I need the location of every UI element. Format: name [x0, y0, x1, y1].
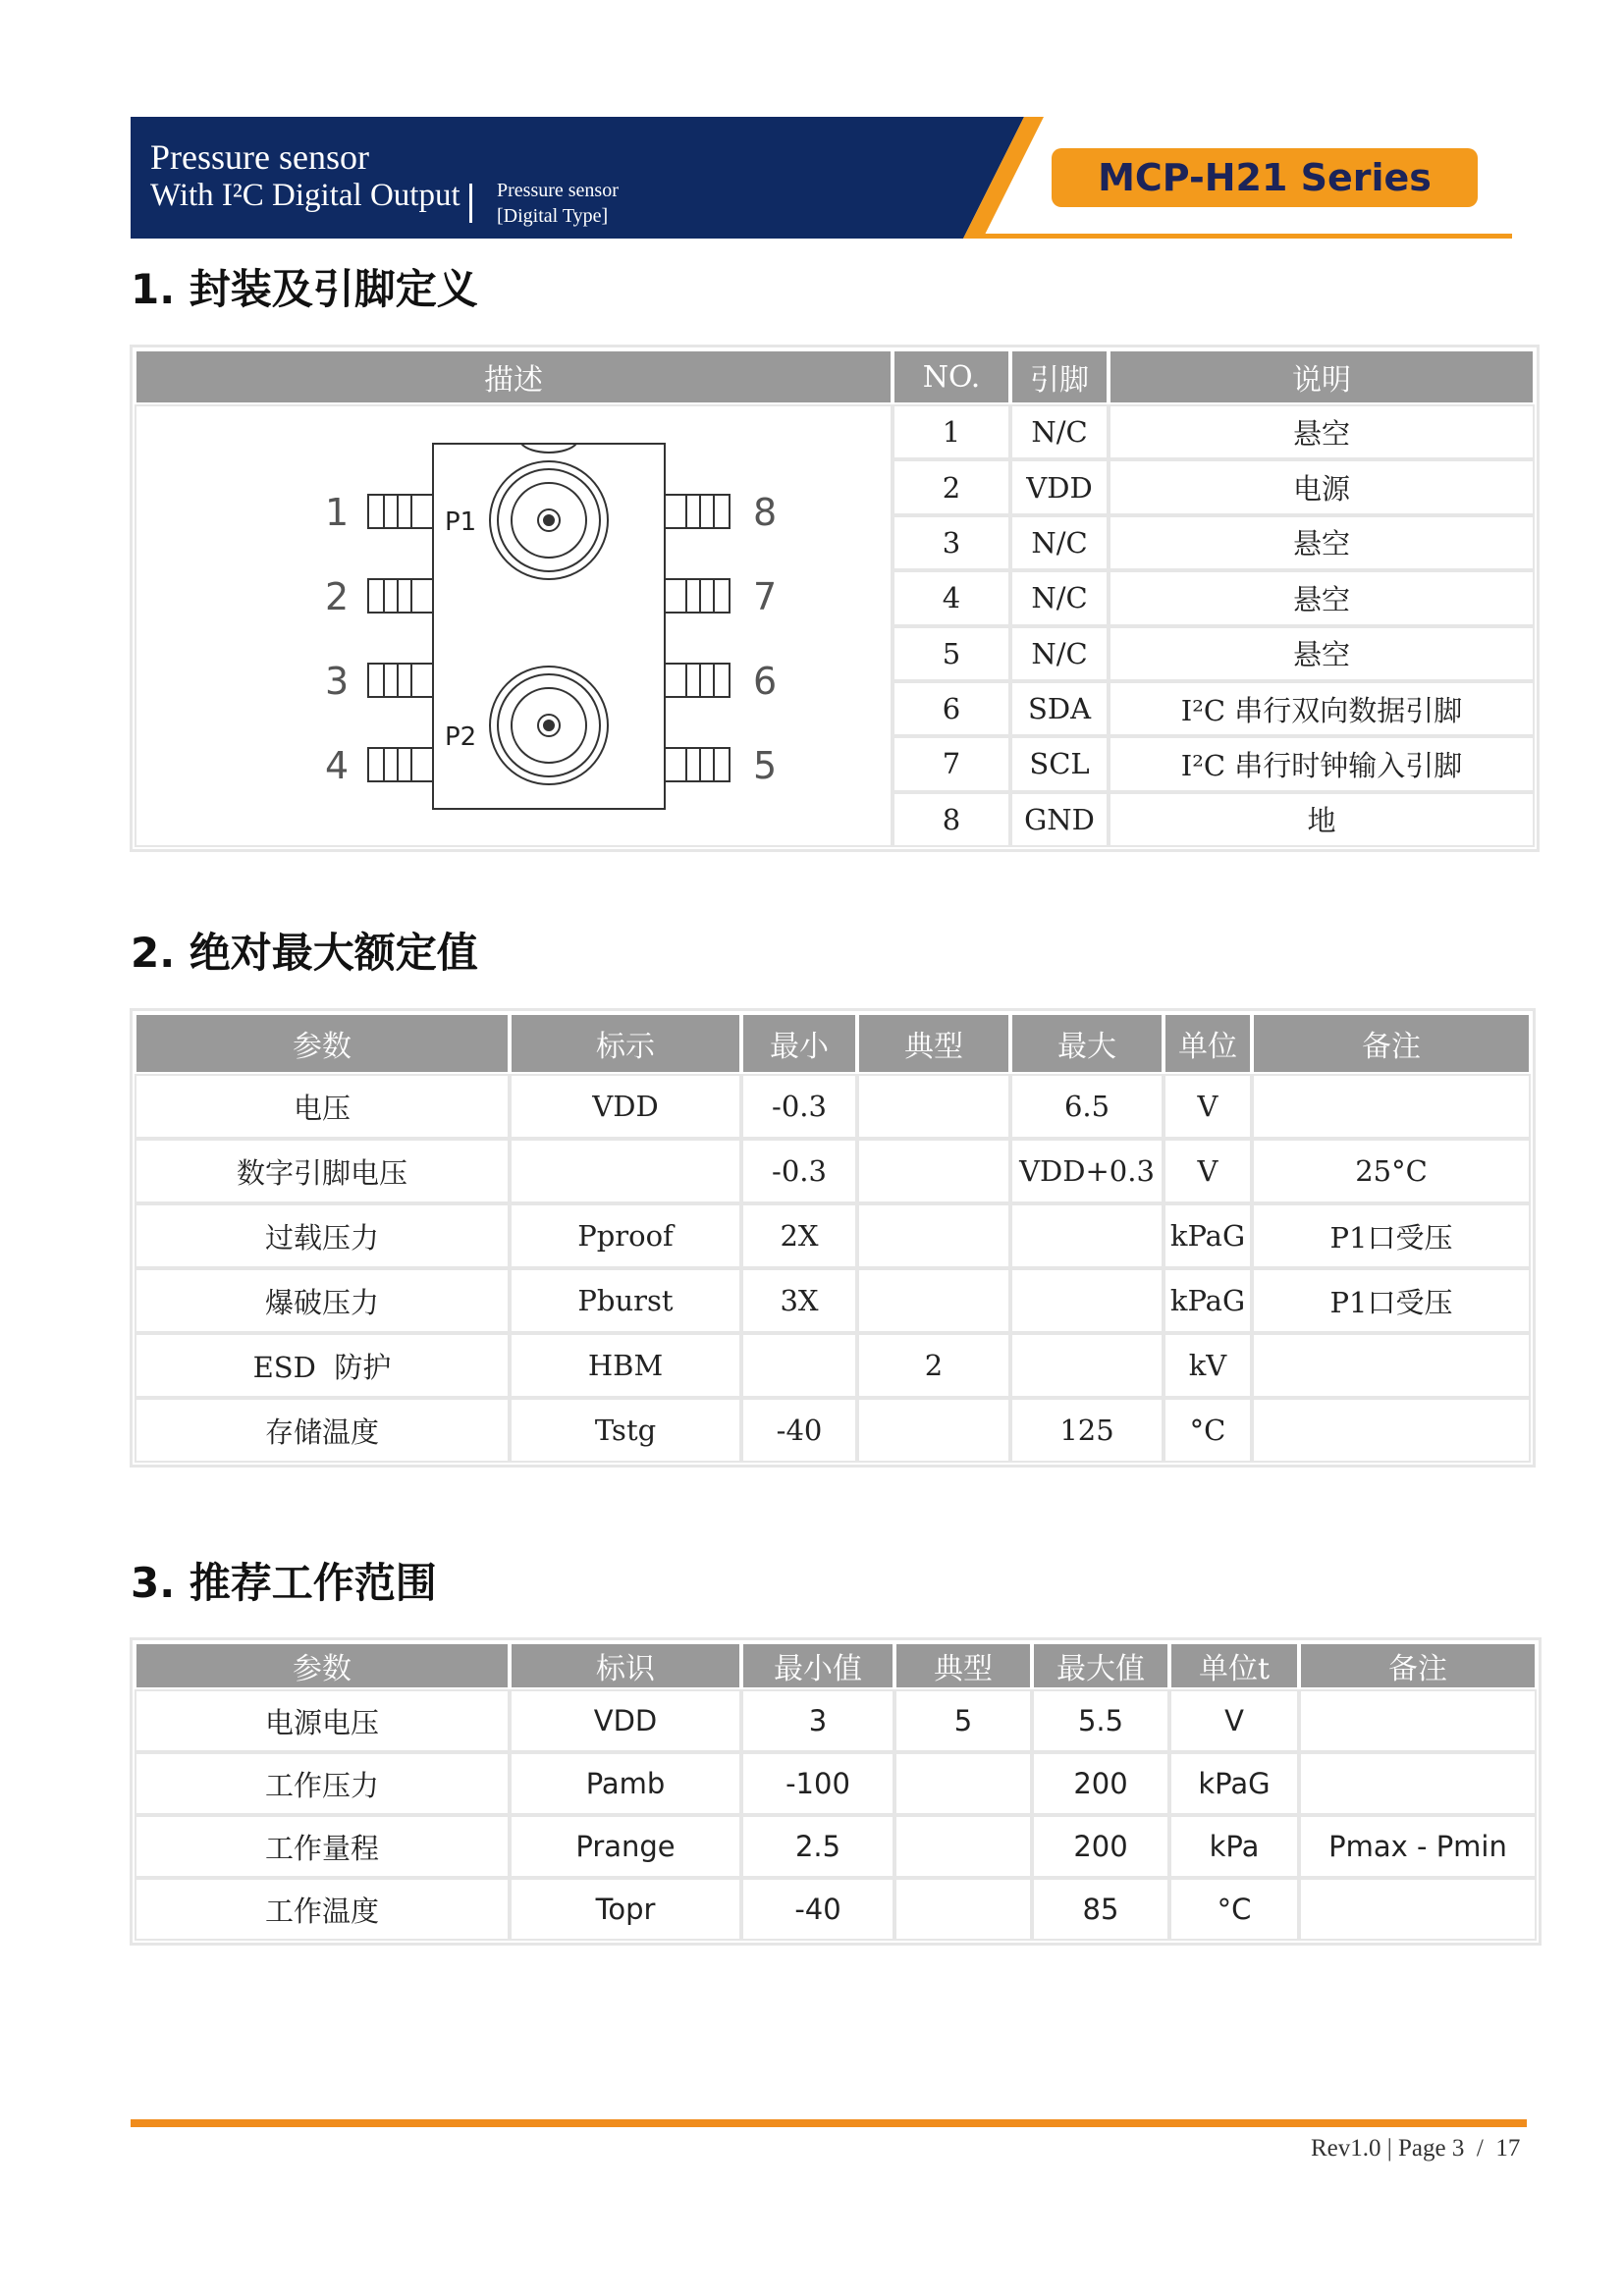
pin-name: GND	[1012, 794, 1107, 845]
pin-label: 8	[753, 491, 778, 534]
port-label-p1: P1	[445, 507, 477, 537]
header-note: 说明	[1110, 351, 1533, 402]
cell: 25°C	[1254, 1141, 1529, 1201]
cell	[896, 1817, 1030, 1876]
cell	[512, 1141, 739, 1201]
cell: P1口受压	[1254, 1270, 1529, 1331]
section-title-absolute-max: 2. 绝对最大额定值	[131, 929, 478, 977]
right-pin-leads	[665, 495, 730, 781]
header-title-line2: With I²C Digital Output	[150, 178, 460, 213]
cell: kPa	[1171, 1817, 1297, 1876]
cell: 过载压力	[136, 1205, 508, 1266]
cell: -40	[743, 1880, 893, 1939]
left-pin-leads	[368, 495, 433, 781]
cell: 电压	[136, 1076, 508, 1137]
cell: 3X	[743, 1270, 855, 1331]
pin-name: SCL	[1012, 738, 1107, 789]
header-title-line1: Pressure sensor	[150, 137, 369, 177]
cell: P1口受压	[1254, 1205, 1529, 1266]
pin-note: 悬空	[1110, 572, 1533, 623]
series-badge: MCP-H21 Series	[1052, 148, 1478, 207]
pin-no: 5	[894, 628, 1008, 679]
cell: 5	[896, 1691, 1030, 1750]
pin-no: 6	[894, 683, 1008, 734]
pin-name: N/C	[1012, 406, 1107, 457]
pin-note: I²C 串行时钟输入引脚	[1110, 738, 1533, 789]
cell: kPaG	[1165, 1270, 1250, 1331]
page-header	[131, 117, 1512, 239]
pin-label: 2	[325, 575, 350, 618]
cell: HBM	[512, 1335, 739, 1396]
pin-no: 4	[894, 572, 1008, 623]
header-symbol: 标示	[512, 1015, 739, 1072]
table-row	[136, 1076, 1529, 1137]
header-subtitle-line1: Pressure sensor	[497, 180, 619, 201]
cell	[859, 1076, 1008, 1137]
cell: 125	[1012, 1400, 1162, 1461]
pin-name: VDD	[1012, 461, 1107, 512]
cell: -0.3	[743, 1076, 855, 1137]
package-diagram	[136, 406, 891, 838]
cell: 数字引脚电压	[136, 1141, 508, 1201]
port-label-p2: P2	[445, 722, 477, 752]
header-min: 最小值	[743, 1644, 893, 1687]
cell: Pmax - Pmin	[1301, 1817, 1535, 1876]
cell: 爆破压力	[136, 1270, 508, 1331]
header-typ: 典型	[896, 1644, 1030, 1687]
package-diagram-cell	[136, 406, 891, 845]
pin-label: 5	[753, 744, 778, 787]
header-unit: 单位	[1165, 1015, 1250, 1072]
page-number	[1311, 2135, 1520, 2163]
footer-rev: Rev1.0 | Page 3	[1311, 2135, 1465, 2162]
pin-name: N/C	[1012, 572, 1107, 623]
section-title-pinout: 1. 封装及引脚定义	[131, 265, 478, 313]
cell: 工作压力	[136, 1754, 508, 1813]
header-subtitle-line2: [Digital Type]	[497, 205, 609, 227]
cell: kPaG	[1171, 1754, 1297, 1813]
cell: V	[1165, 1141, 1250, 1201]
cell: 2.5	[743, 1817, 893, 1876]
header-remark: 备注	[1301, 1644, 1535, 1687]
cell: V	[1171, 1691, 1297, 1750]
cell	[1012, 1335, 1162, 1396]
cell: Topr	[512, 1880, 739, 1939]
cell	[1301, 1754, 1535, 1813]
cell	[743, 1335, 855, 1396]
cell: 存储温度	[136, 1400, 508, 1461]
cell: Prange	[512, 1817, 739, 1876]
header-unit: 单位t	[1171, 1644, 1297, 1687]
header-min: 最小	[743, 1015, 855, 1072]
cell	[1254, 1400, 1529, 1461]
footer-sep: /	[1464, 2135, 1496, 2162]
cell: 2	[859, 1335, 1008, 1396]
pin-no: 7	[894, 738, 1008, 789]
pin-label: 3	[325, 660, 350, 703]
cell	[1301, 1880, 1535, 1939]
cell	[1301, 1691, 1535, 1750]
pin-name: N/C	[1012, 628, 1107, 679]
pin-no: 8	[894, 794, 1008, 845]
pin-label: 1	[325, 491, 350, 534]
cell: °C	[1171, 1880, 1297, 1939]
cell: kPaG	[1165, 1205, 1250, 1266]
cell: VDD	[512, 1076, 739, 1137]
cell: 3	[743, 1691, 893, 1750]
header-param: 参数	[136, 1015, 508, 1072]
pin-label: 6	[753, 660, 778, 703]
table-row	[136, 1691, 1535, 1750]
cell	[859, 1400, 1008, 1461]
pin-note: 电源	[1110, 461, 1533, 512]
table-row	[136, 1400, 1529, 1461]
absolute-max-table	[133, 1011, 1533, 1465]
table-row	[136, 1141, 1529, 1201]
pin-definition-table	[133, 347, 1537, 849]
cell: Pburst	[512, 1270, 739, 1331]
cell: 200	[1034, 1754, 1167, 1813]
header-typ: 典型	[859, 1015, 1008, 1072]
pin-note: 悬空	[1110, 517, 1533, 568]
cell: VDD+0.3	[1012, 1141, 1162, 1201]
cell: 5.5	[1034, 1691, 1167, 1750]
cell: Tstg	[512, 1400, 739, 1461]
cell	[1254, 1076, 1529, 1137]
pin-label: 4	[325, 744, 350, 787]
cell: ESD 防护	[136, 1335, 508, 1396]
cell: kV	[1165, 1335, 1250, 1396]
cell: 2X	[743, 1205, 855, 1266]
footer-total: 17	[1495, 2135, 1521, 2162]
cell: 85	[1034, 1880, 1167, 1939]
table-row	[136, 1754, 1535, 1813]
header-pin: 引脚	[1012, 351, 1107, 402]
header-no: NO.	[894, 351, 1008, 402]
cell	[859, 1141, 1008, 1201]
pin-no: 3	[894, 517, 1008, 568]
cell	[1012, 1270, 1162, 1331]
pin-note: I²C 串行双向数据引脚	[1110, 683, 1533, 734]
cell: -0.3	[743, 1141, 855, 1201]
table-row	[136, 1335, 1529, 1396]
operating-range-table	[133, 1640, 1539, 1943]
section-title-operating-range: 3. 推荐工作范围	[131, 1559, 437, 1607]
pin-note: 悬空	[1110, 406, 1533, 457]
header-symbol: 标识	[512, 1644, 739, 1687]
cell: -40	[743, 1400, 855, 1461]
cell	[896, 1754, 1030, 1813]
cell: Pamb	[512, 1754, 739, 1813]
pin-no: 1	[894, 406, 1008, 457]
cell: VDD	[512, 1691, 739, 1750]
cell: 6.5	[1012, 1076, 1162, 1137]
pin-note: 悬空	[1110, 628, 1533, 679]
footer-rule	[131, 2119, 1527, 2127]
header-max: 最大值	[1034, 1644, 1167, 1687]
cell: 电源电压	[136, 1691, 508, 1750]
pin-no: 2	[894, 461, 1008, 512]
cell: -100	[743, 1754, 893, 1813]
header-max: 最大	[1012, 1015, 1162, 1072]
cell: 200	[1034, 1817, 1167, 1876]
header-desc: 描述	[136, 351, 891, 402]
cell: 工作量程	[136, 1817, 508, 1876]
table-row	[136, 1817, 1535, 1876]
cell	[1254, 1335, 1529, 1396]
pin-name: N/C	[1012, 517, 1107, 568]
cell	[859, 1205, 1008, 1266]
table-row	[136, 1880, 1535, 1939]
header-divider	[469, 184, 472, 223]
table-row	[136, 1205, 1529, 1266]
pin-note: 地	[1110, 794, 1533, 845]
cell	[1012, 1205, 1162, 1266]
cell: V	[1165, 1076, 1250, 1137]
pin-label: 7	[753, 575, 778, 618]
cell	[859, 1270, 1008, 1331]
header-remark: 备注	[1254, 1015, 1529, 1072]
header-param: 参数	[136, 1644, 508, 1687]
table-row	[136, 1270, 1529, 1331]
cell: Pproof	[512, 1205, 739, 1266]
cell	[896, 1880, 1030, 1939]
pin-name: SDA	[1012, 683, 1107, 734]
cell: °C	[1165, 1400, 1250, 1461]
cell: 工作温度	[136, 1880, 508, 1939]
